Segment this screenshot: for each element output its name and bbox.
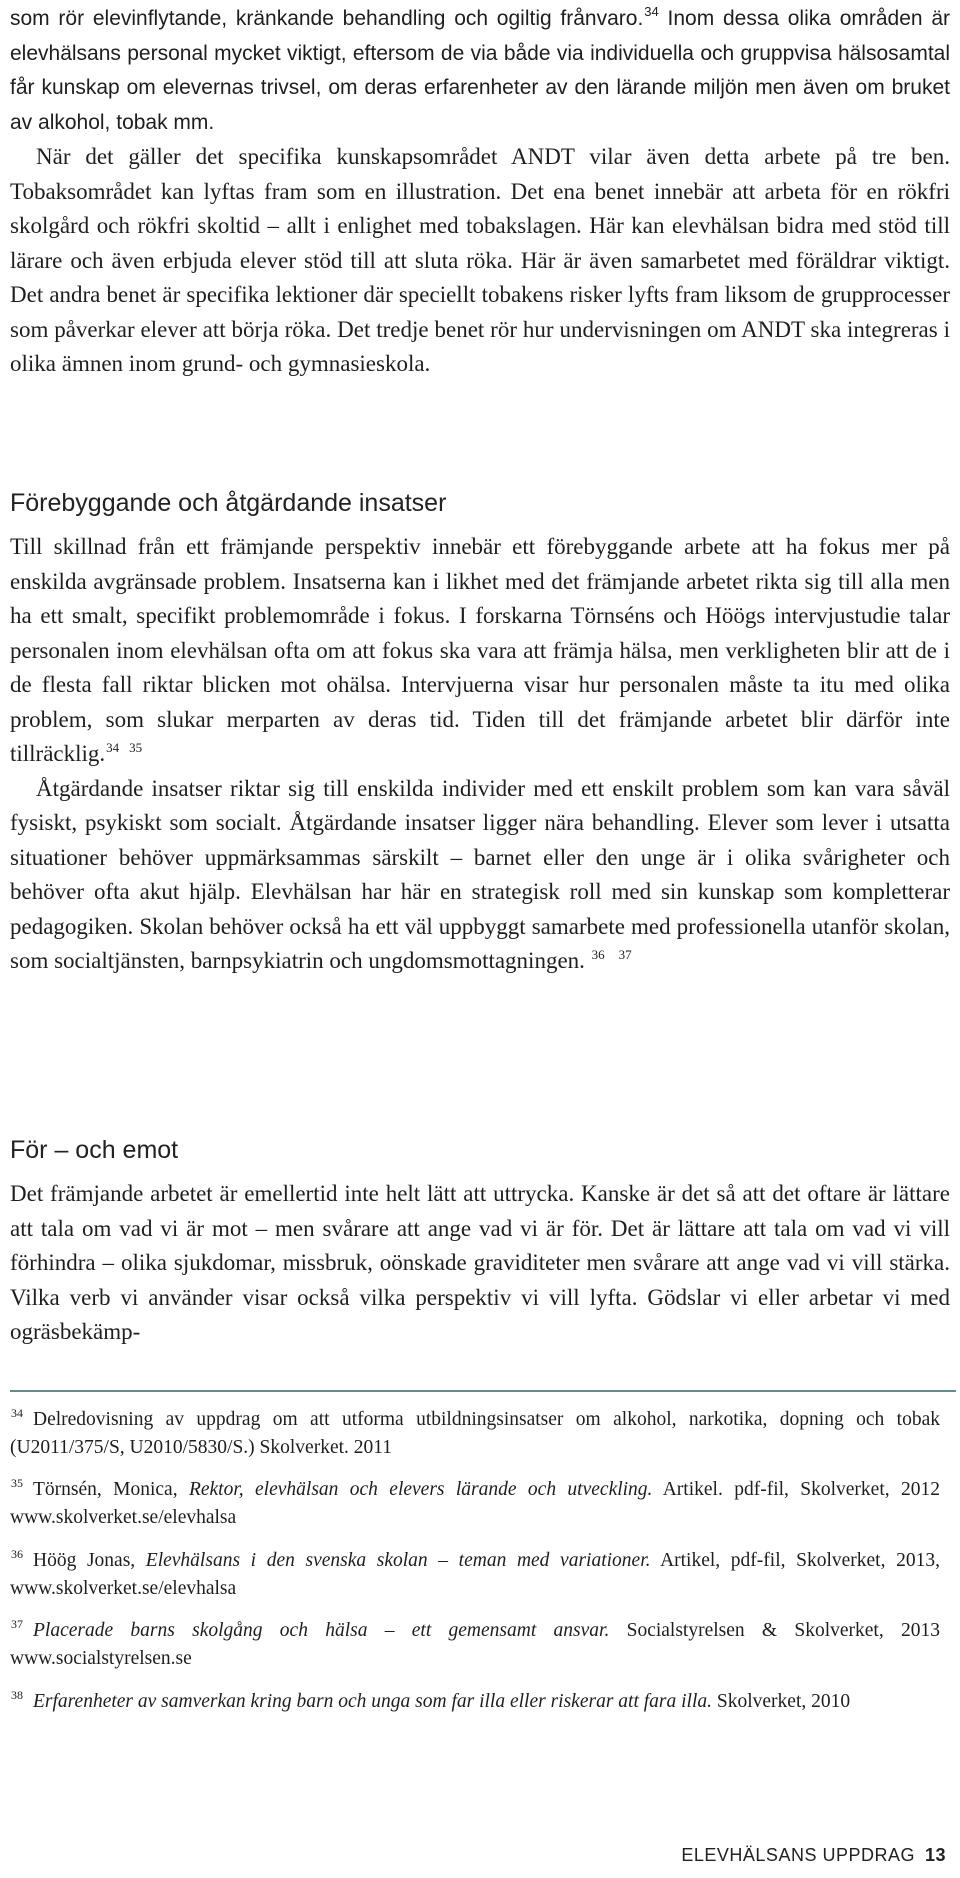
- footnote-number: 37: [11, 1617, 23, 1631]
- section-heading: Förebyggande och åtgärdande insatser: [10, 489, 447, 517]
- footnote-text: Artikel, pdf-fil, Skolverket, 2013, www.skolverket.se/elevhalsa: [10, 1550, 940, 1599]
- footnote-number: 35: [11, 1476, 23, 1490]
- section1-paragraph-1: [10, 530, 950, 772]
- intro-paragraph-1: [10, 2, 950, 140]
- footnote-34: [10, 1406, 940, 1462]
- section1-paragraph-2: [10, 772, 950, 979]
- footnote-ref[interactable]: 35: [129, 740, 143, 755]
- footnote-number: 38: [11, 1688, 23, 1702]
- section-preventive: [10, 486, 950, 979]
- footnote-ref[interactable]: 34: [644, 4, 659, 19]
- footnote-38: [10, 1688, 940, 1716]
- footnote-37: [10, 1617, 940, 1673]
- section1-text-2: Åtgärdande insatser riktar sig till enskilda individer med ett enskilt problem som kan vara såväl fysiskt, psykiskt som socialt. Åtgärdande insatser ligger nära behandling. Elever som lever i utsatta situationer behöver uppmärksammas särskilt – barnet eller den unge är i olika svårigheter och behöver ofta akut hjälp. Elevhälsan har här en strategisk roll med sin kunskap som kompletterar pedagogiken. Skolan behöver också ha ett väl uppbyggt samarbete med professionella utanför skolan, som socialtjänsten, barnpsykiatrin och ungdomsmottagningen.: [10, 775, 950, 973]
- footnote-text: Skolverket, 2010: [712, 1691, 851, 1712]
- footnote-35: [10, 1476, 940, 1532]
- footnote-ref[interactable]: 34: [106, 740, 120, 755]
- footnote-title: Elevhälsans i den svenska skolan – teman med variationer.: [145, 1550, 651, 1571]
- intro-text-a: som rör elevinflytande, kränkande behandling och ogiltig frånvaro.: [10, 7, 644, 30]
- footnote-author: Törnsén, Monica,: [33, 1479, 189, 1500]
- footnote-author: Höög Jonas,: [33, 1550, 146, 1571]
- footnote-ref[interactable]: 37: [618, 947, 632, 962]
- footnote-36: [10, 1547, 940, 1603]
- section1-text-1: Till skillnad från ett främjande perspektiv innebär ett förebyggande arbete att ha fokus mer på enskilda avgränsade problem. Insatserna kan i likhet med det främjande arbetet rikta sig till alla men ha ett smalt, specifikt problemområde i fokus. I forskarna Törnséns och Höögs intervjustudie talar personalen inom elevhälsan ofta om att fokus ska vara att främja hälsa, men verkligheten blir att de i de flesta fall riktar blicken mot ohälsa. Intervjuerna visar hur personalen måste ta itu med olika problem, som slukar merparten av deras tid. Tiden till det främjande arbetet blir därför inte tillräcklig.: [10, 534, 950, 766]
- footnote-text: Artikel. pdf-fil, Skolverket, 2012 www.skolverket.se/elevhalsa: [10, 1479, 940, 1528]
- footnote-divider: [10, 1390, 956, 1392]
- running-title: ELEVHÄLSANS UPPDRAG: [681, 1845, 915, 1865]
- section2-paragraph-1: Det främjande arbetet är emellertid inte helt lätt att uttrycka. Kanske är det så att det oftare är lättare att tala om vad vi är mot – men svårare att ange vad vi är för. Det är lättare att tala om vad vi vill förhindra – olika sjukdomar, missbruk, oönskade graviditeter men svårare att ange vad vi vill stärka. Vilka verb vi använder visar också vilka perspektiv vi vill lyfta. Gödslar vi eller arbetar vi med ogräsbekämp-: [10, 1181, 950, 1344]
- footnote-title: Rektor, elevhälsan och elevers lärande och utveckling.: [188, 1479, 653, 1500]
- footnote-number: 34: [11, 1406, 23, 1420]
- footnote-text: Socialstyrelsen & Skolverket, 2013 www.socialstyrelsen.se: [10, 1620, 940, 1669]
- footnote-ref[interactable]: 36: [591, 947, 605, 962]
- intro-text-b: Inom dessa olika områden är elevhälsans personal mycket viktigt, eftersom de via både via individuella och gruppvisa hälsosamtal får kunskap om elevernas trivsel, om deras erfarenheter av den lärande miljön men även om bruket av alkohol, tobak mm.: [10, 7, 950, 134]
- page-number: 13: [924, 1845, 946, 1865]
- footnote-title: Erfarenheter av samverkan kring barn och unga som far illa eller riskerar att fara illa.: [33, 1691, 713, 1712]
- footnote-title: Placerade barns skolgång och hälsa – ett gemensamt ansvar.: [33, 1620, 610, 1641]
- section-heading: För – och emot: [10, 1136, 179, 1164]
- section-for-against: [10, 1133, 950, 1350]
- intro-block: [10, 2, 950, 382]
- page-footer: [681, 1845, 946, 1866]
- footnote-number: 36: [11, 1547, 23, 1561]
- intro-paragraph-2: När det gäller det specifika kunskapsområdet ANDT vilar även detta arbete på tre ben. Tobaksområdet kan lyftas fram som en illustration. Det ena benet innebär att arbeta för en rökfri skolgård och rökfri skoltid – allt i enlighet med tobakslagen. Här kan elevhälsan bidra med stöd till lärare och även erbjuda elever stöd till att sluta röka. Här är även samarbetet med föräldrar viktigt. Det andra benet är specifika lektioner där speciellt tobakens risker lyfts fram liksom de grupprocesser som påverkar elever att börja röka. Det tredje benet rör hur undervisningen om ANDT ska integreras i olika ämnen inom grund- och gymnasieskola.: [10, 144, 950, 376]
- footnote-text: Delredovisning av uppdrag om att utforma utbildningsinsatser om alkohol, narkotika, dopning och tobak (U2011/375/S, U2010/5830/S.) Skolverket. 2011: [10, 1409, 940, 1458]
